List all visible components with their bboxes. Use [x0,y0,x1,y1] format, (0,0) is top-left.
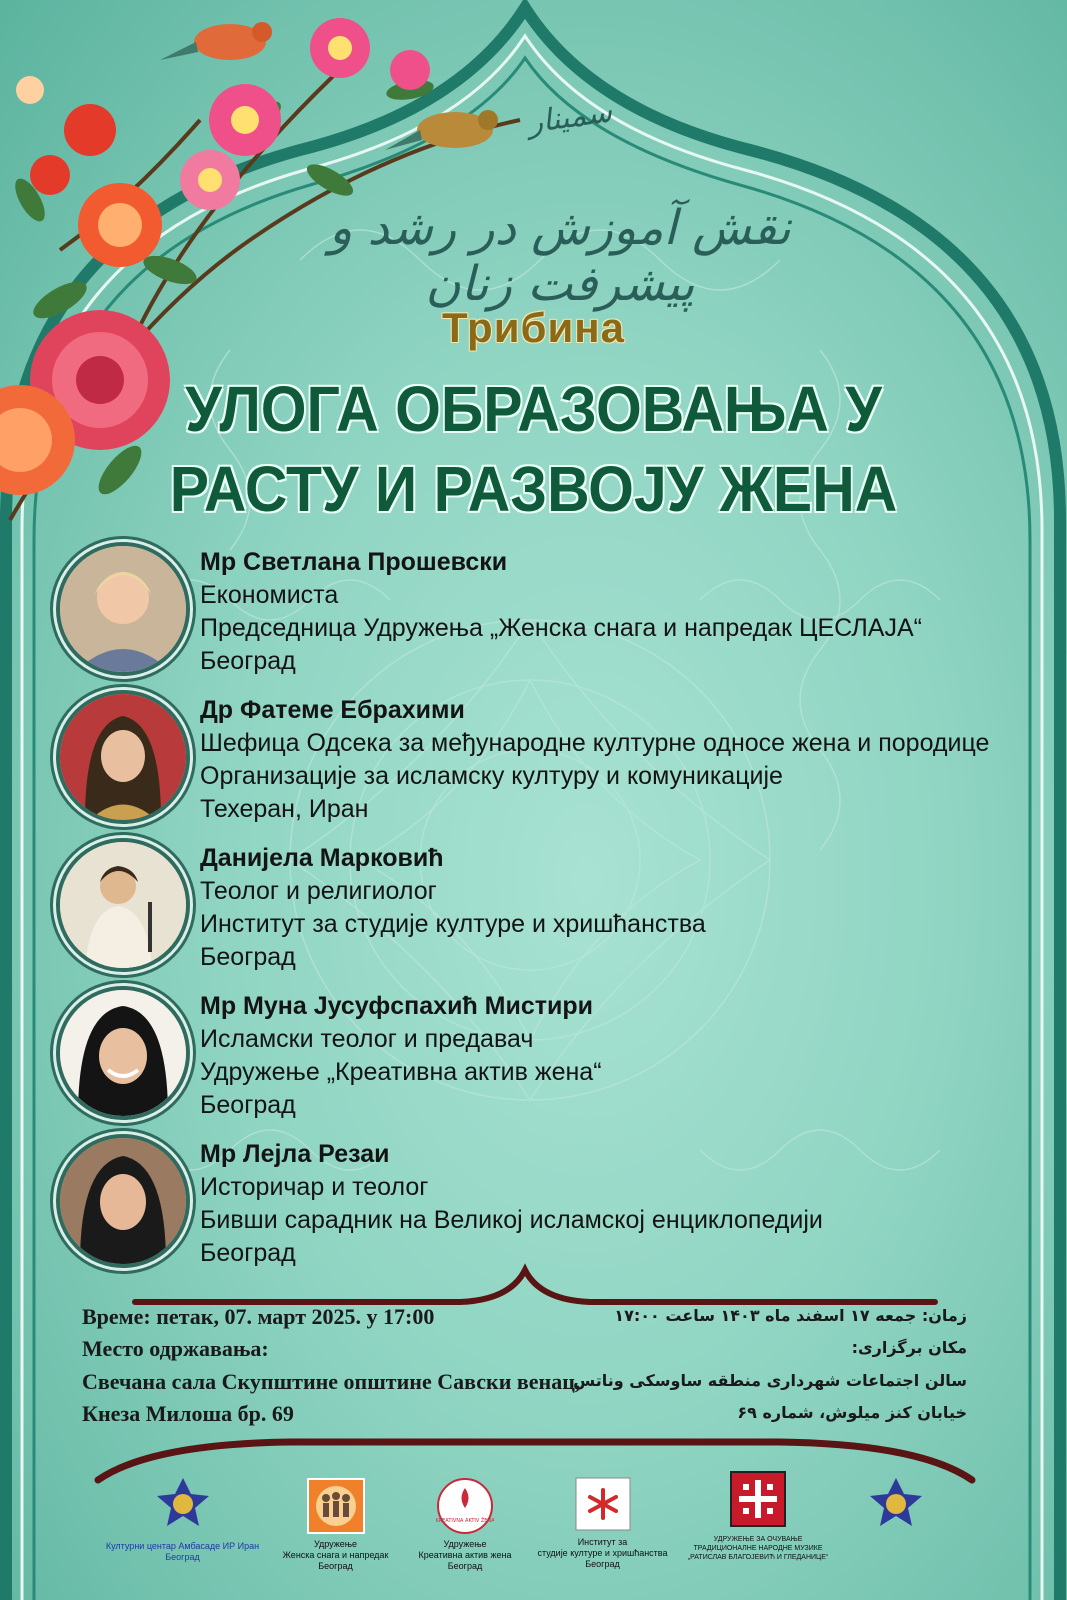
logo-caption: Културни центар Амбасаде ИР Иран [105,1541,260,1551]
event-place-line1: Свечана сала Скупштине општине Савски венац, [82,1369,581,1394]
speaker-title: Економиста [200,581,339,609]
star-emblem-icon [866,1476,926,1536]
logo-caption: Удружење [313,1539,358,1549]
flower-circle-icon [436,1478,494,1534]
logo-islamic-culture-org [826,1476,966,1541]
folk-pattern-icon [727,1468,789,1530]
event-place-label-fa: مکان برگزاری: [851,1338,967,1357]
speaker-affiliation: Организације за исламску културу и комуникације [200,762,783,790]
speaker-title: Теолог и религиолог [200,877,437,905]
logo-folk-music [668,1468,848,1562]
logo-caption: Креативна актив жена [418,1550,512,1560]
speaker-photo [56,838,190,972]
speaker-card [0,542,1067,692]
speaker-affiliation: Бивши сарадник на Великој исламској енциклопедији [200,1206,823,1234]
speaker-name: Мр Лејла Резаи [200,1140,390,1168]
event-time-fa: زمان: جمعه ۱۷ اسفند ماه ۱۴۰۳ ساعت ۱۷:۰۰ [614,1306,967,1325]
speaker-city: Техеран, Иран [200,795,369,823]
seminar-label-fa: سمینار [525,94,615,141]
speaker-photo [56,1134,190,1268]
event-place-line2-fa: خیابان کنز میلوش، شماره ۶۹ [737,1403,967,1422]
divider-top [130,1262,940,1306]
logo-caption: Београд [318,1561,353,1571]
main-title-line1: УЛОГА ОБРАЗОВАЊА У [185,373,882,445]
women-group-icon [307,1478,365,1534]
event-place-label: Место одржавања: [82,1336,269,1361]
logo-caption: Женска снага и напредак [282,1550,389,1560]
speaker-city: Београд [200,647,296,675]
logo-caption: Београд [165,1552,200,1562]
event-place-line2: Кнеза Милоша бр. 69 [82,1401,294,1426]
speaker-name: Мр Светлана Прошевски [200,548,508,576]
speaker-title: Исламски теолог и предавач [200,1025,534,1053]
speaker-affiliation: Председница Удружења „Женска снага и напредак ЦЕСЛАЈА“ [200,614,922,642]
speaker-photo [56,690,190,824]
speaker-photo [56,542,190,676]
logo-caption: Удружење [443,1539,487,1549]
logo-creative-active-women [400,1478,530,1572]
speaker-city: Београд [200,943,296,971]
logo-inner-text: KREATIVNA AKTIV ŽENA [436,1518,494,1524]
event-time: Време: петак, 07. март 2025. у 17:00 [82,1304,435,1329]
logo-caption: „РАТИСЛАВ БЛАГОЈЕВИЋ И ГЛЕДАНИЦЕ“ [687,1554,829,1561]
speaker-name: Мр Муна Јусуфспахић Мистири [200,992,594,1020]
speaker-affiliation: Институт за студије културе и хришћанства [200,910,706,938]
speaker-name: Данијела Марковић [200,844,444,872]
speaker-card [0,838,1067,988]
logo-caption: Београд [447,1561,483,1571]
logo-caption: Београд [585,1559,620,1569]
speaker-card [0,690,1067,840]
speaker-title: Историчар и теолог [200,1173,429,1201]
logo-cultural-center [100,1476,265,1563]
event-place-line1-fa: سالن اجتماعات شهرداری منطقه ساوسکی وناتس [573,1371,967,1390]
logo-caption: студије културе и хришћанства [537,1548,668,1558]
event-type-label: Трибина [441,304,626,351]
speaker-title: Шефица Одсека за међународне културне односе жена и породице [200,729,990,757]
speaker-affiliation: Удружење „Креативна актив жена“ [200,1058,602,1086]
logo-caption: Институт за [577,1537,628,1547]
logo-womens-strength [258,1478,413,1572]
logo-caption: УДРУЖЕЊЕ ЗА ОЧУВАЊЕ [713,1536,803,1543]
speaker-card [0,986,1067,1136]
speaker-city: Београд [200,1239,296,1267]
persian-title: نقش آموزش در رشد و پیشرفت زنان [329,200,791,312]
logo-caption: ТРАДИЦИОНАЛНЕ НАРОДНЕ МУЗИКЕ [693,1545,823,1552]
asterisk-cross-icon [574,1476,632,1532]
main-title-line2: РАСТУ И РАЗВОЈУ ЖЕНА [169,453,898,525]
speaker-photo [56,986,190,1120]
logo-institute [520,1476,685,1570]
speaker-city: Београд [200,1091,296,1119]
star-emblem-icon [153,1476,213,1536]
speaker-name: Др Фатеме Ебрахими [200,696,465,724]
